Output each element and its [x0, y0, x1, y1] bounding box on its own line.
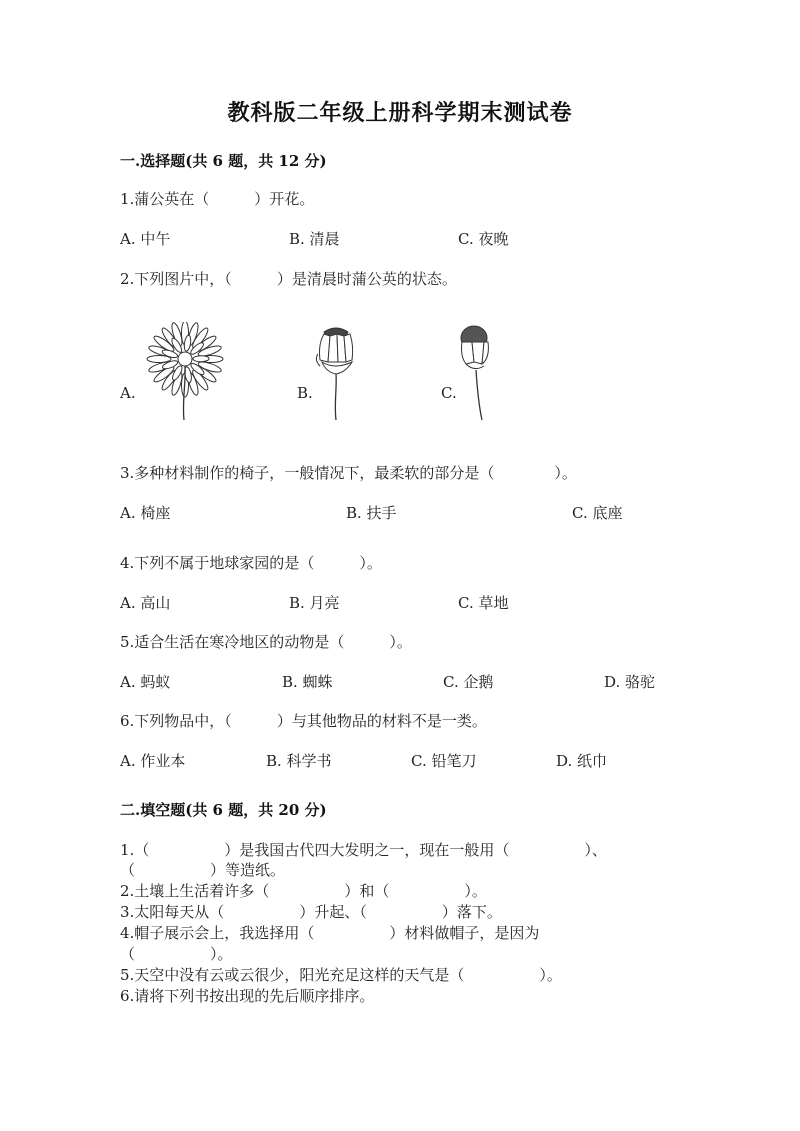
- question-6-option-d: D. 纸巾: [556, 752, 608, 770]
- question-5-option-c: C. 企鹅: [443, 673, 494, 691]
- question-5-option-d: D. 骆驼: [604, 673, 656, 691]
- question-3-stem: 3.多种材料制作的椅子，一般情况下，最柔软的部分是（ ）。: [120, 464, 577, 482]
- question-5-option-a: A. 蚂蚁: [120, 673, 171, 691]
- question-5-stem: 5.适合生活在寒冷地区的动物是（ ）。: [120, 633, 412, 651]
- question-1-stem: 1.蒲公英在（ ）开花。: [120, 190, 315, 208]
- fill-line-4: 4.帽子展示会上，我选择用（ ）材料做帽子，是因为: [120, 924, 540, 942]
- fill-line-1-cont: （ ）等造纸。: [120, 861, 286, 879]
- question-4-option-c: C. 草地: [458, 594, 509, 612]
- section-heading-choice: 一.选择题(共 6 题，共 12 分): [120, 152, 327, 170]
- fill-line-6: 6.请将下列书按出现的先后顺序排序。: [120, 987, 375, 1005]
- question-1-option-c: C. 夜晚: [458, 230, 509, 248]
- question-6-stem: 6.下列物品中，（ ）与其他物品的材料不是一类。: [120, 712, 487, 730]
- question-2-option-c: C.: [441, 384, 457, 402]
- fill-line-3: 3.太阳每天从（ ）升起、（ ）落下。: [120, 903, 502, 921]
- fill-line-4-cont: （ ）。: [120, 945, 233, 963]
- dandelion-half-open-image: [310, 322, 360, 422]
- fill-line-5: 5.天空中没有云或云很少，阳光充足这样的天气是（ ）。: [120, 966, 562, 984]
- fill-line-2: 2.土壤上生活着许多（ ）和（ ）。: [120, 882, 487, 900]
- question-5-option-b: B. 蜘蛛: [282, 673, 333, 691]
- dandelion-closed-image: [452, 322, 502, 422]
- question-4-stem: 4.下列不属于地球家园的是（ ）。: [120, 554, 382, 572]
- question-1-option-a: A. 中午: [120, 230, 171, 248]
- question-3-option-c: C. 底座: [572, 504, 623, 522]
- page-title: 教科版二年级上册科学期末测试卷: [227, 100, 573, 126]
- question-3-option-b: B. 扶手: [346, 504, 397, 522]
- fill-line-1: 1.（ ）是我国古代四大发明之一，现在一般用（ ）、: [120, 841, 607, 859]
- question-3-option-a: A. 椅座: [120, 504, 171, 522]
- question-6-option-b: B. 科学书: [266, 752, 332, 770]
- question-1-option-b: B. 清晨: [289, 230, 340, 248]
- section-heading-fill: 二.填空题(共 6 题，共 20 分): [120, 801, 327, 819]
- question-2-stem: 2.下列图片中，（ ）是清晨时蒲公英的状态。: [120, 270, 457, 288]
- question-6-option-c: C. 铅笔刀: [411, 752, 477, 770]
- question-4-option-a: A. 高山: [120, 594, 171, 612]
- question-6-option-a: A. 作业本: [120, 752, 186, 770]
- dandelion-bloom-image: [140, 322, 240, 422]
- question-2-option-b: B.: [297, 384, 313, 402]
- question-2-option-a: A.: [120, 384, 136, 402]
- question-4-option-b: B. 月亮: [289, 594, 340, 612]
